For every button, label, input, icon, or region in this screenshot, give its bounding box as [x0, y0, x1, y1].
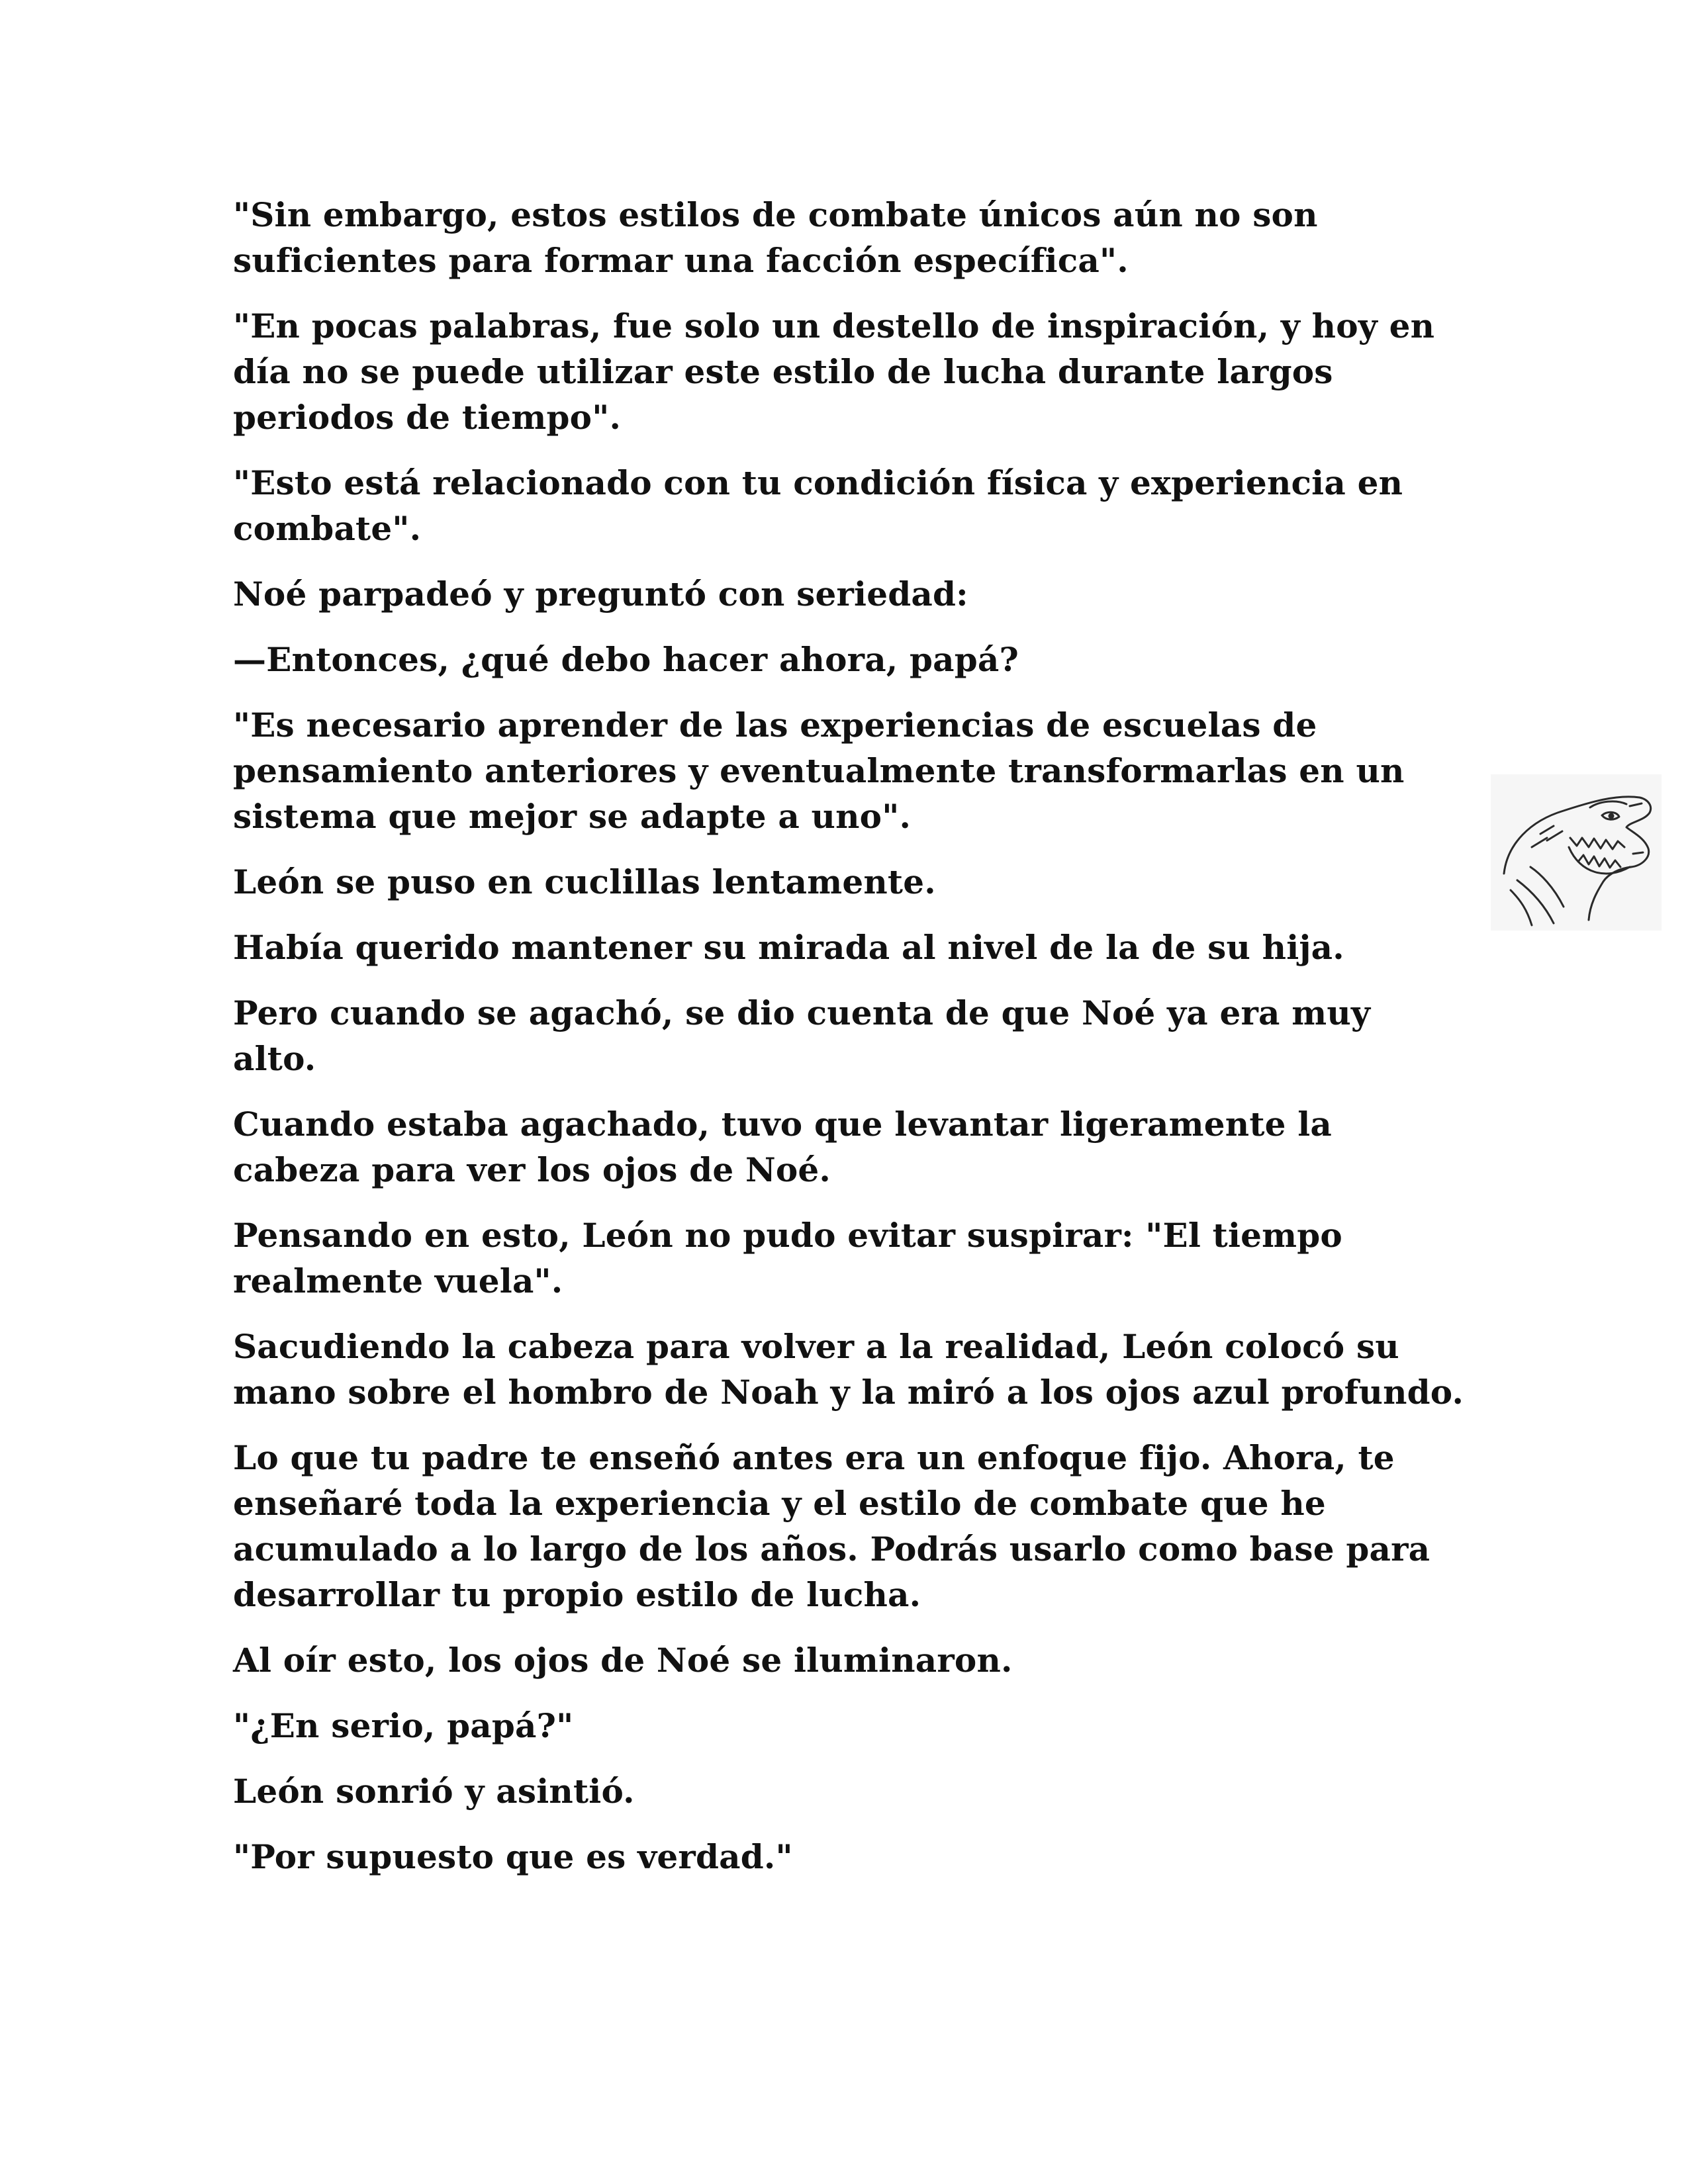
paragraph: Sacudiendo la cabeza para volver a la realidad, León colocó su mano sobre el hombro de Noah y la miró a los ojos azul profundo. [233, 1327, 1464, 1412]
paragraph: "Es necesario aprender de las experiencias de escuelas de pensamiento anteriores y eventualmente transformarlas en un sistema que mejor se adapte a uno". [233, 705, 1405, 836]
document-body [233, 192, 1464, 1899]
paragraph: —Entonces, ¿qué debo hacer ahora, papá? [233, 640, 1019, 679]
paragraph: León se puso en cuclillas lentamente. [233, 862, 936, 901]
paragraph: "En pocas palabras, fue solo un destello de inspiración, y hoy en día no se puede utilizar este estilo de lucha durante largos periodos de tiempo". [233, 306, 1435, 437]
paragraph: Noé parpadeó y preguntó con seriedad: [233, 574, 968, 614]
paragraph: Había querido mantener su mirada al nivel de la de su hija. [233, 928, 1344, 967]
paragraph: "Esto está relacionado con tu condición física y experiencia en combate". [233, 463, 1403, 548]
paragraph: "Por supuesto que es verdad." [233, 1837, 793, 1876]
paragraph: Pensando en esto, León no pudo evitar suspirar: "El tiempo realmente vuela". [233, 1216, 1342, 1300]
paragraph: "Sin embargo, estos estilos de combate únicos aún no son suficientes para formar una facción específica". [233, 195, 1318, 280]
paragraph: Pero cuando se agachó, se dio cuenta de que Noé ya era muy alto. [233, 993, 1371, 1078]
paragraph: "¿En serio, papá?" [233, 1706, 574, 1745]
paragraph: Cuando estaba agachado, tuvo que levantar ligeramente la cabeza para ver los ojos de Noé. [233, 1105, 1333, 1189]
paragraph: León sonrió y asintió. [233, 1772, 635, 1811]
paragraph: Lo que tu padre te enseñó antes era un enfoque fijo. Ahora, te enseñaré toda la experiencia y el estilo de combate que he acumulado a lo largo de los años. Podrás usarlo como base para desarrollar tu propio estilo de lucha. [233, 1438, 1430, 1614]
paragraph: Al oír esto, los ojos de Noé se iluminaron. [233, 1641, 1013, 1680]
dinosaur-head-sketch-icon [1491, 774, 1662, 931]
